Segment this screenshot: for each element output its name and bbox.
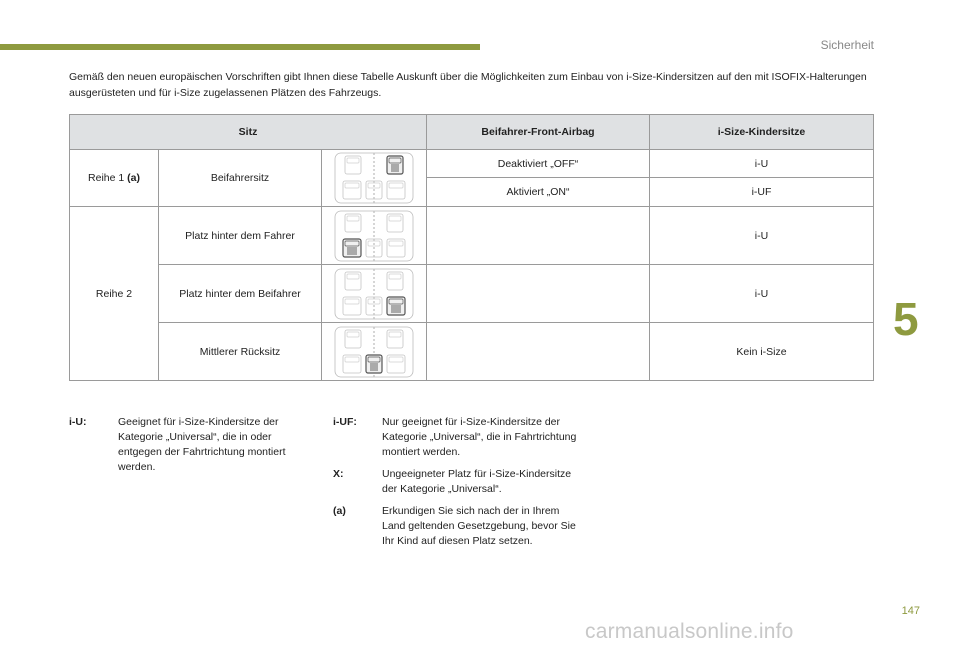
legend-key: i-U: [69, 416, 87, 428]
isize-cell: Kein i-Size [650, 323, 874, 381]
seat [343, 181, 361, 199]
legend-item-iu [69, 415, 309, 475]
legend-text: Erkundigen Sie sich nach der in Ihrem Land geltenden Gesetzgebung, bevor Sie Ihr Kind auf diesen Platz setzen. [382, 505, 576, 547]
seat [343, 355, 361, 373]
isize-cell: i-U [650, 207, 874, 265]
seat [345, 330, 361, 348]
airbag-empty-cell [427, 207, 650, 265]
isize-cell: i-U [650, 265, 874, 323]
highlighted-seat [387, 156, 403, 174]
table-row [70, 323, 874, 381]
legend-text: Geeignet für i-Size-Kindersitze der Kategorie „Universal“, die in oder entgegen der Fahrtrichtung montiert werden. [118, 416, 286, 473]
table-row [70, 207, 874, 265]
isize-cell: i-UF [650, 178, 874, 207]
legend-item-x [333, 467, 583, 497]
seat-name: Mittlerer Rücksitz [159, 323, 322, 381]
header-seat: Sitz [70, 115, 427, 150]
seat-name: Beifahrersitz [159, 150, 322, 207]
row-label-reihe2: Reihe 2 [70, 207, 159, 381]
seat-name: Platz hinter dem Fahrer [159, 207, 322, 265]
isize-table [69, 114, 874, 381]
row-label-reihe1: Reihe 1 (a) [70, 150, 159, 207]
top-accent-bar [0, 44, 480, 50]
page-number: 147 [901, 605, 920, 617]
car-seat-diagram-icon [331, 326, 417, 378]
header-airbag: Beifahrer-Front-Airbag [427, 115, 650, 150]
legend-text: Ungeeigneter Platz für i-Size-Kindersitze der Kategorie „Universal“. [382, 468, 572, 495]
table-header-row [70, 115, 874, 150]
legend-item-iuf [333, 415, 583, 460]
legend-key: X: [333, 468, 344, 480]
legend-text: Nur geeignet für i-Size-Kindersitze der Kategorie „Universal“, die in Fahrtrichtung montiert werden. [382, 416, 577, 458]
airbag-empty-cell [427, 323, 650, 381]
airbag-off-cell: Deaktiviert „OFF“ [427, 150, 650, 178]
highlighted-seat [366, 355, 382, 373]
legend-item-a [333, 504, 583, 549]
seat [345, 214, 361, 232]
legend-key: (a) [333, 505, 346, 517]
intro-paragraph: Gemäß den neuen europäischen Vorschriften gibt Ihnen diese Tabelle Auskunft über die Möglichkeiten zum Einbau von i-Size-Kindersitzen auf den mit ISOFIX-Halterungen ausgerüsteten und für i-Size zugelassenen Plätzen des Fahrzeugs. [69, 71, 867, 99]
seat-name: Platz hinter dem Beifahrer [159, 265, 322, 323]
seat-diagram-rear-behind-passenger [322, 265, 427, 323]
legend-key: i-UF: [333, 416, 357, 428]
chapter-number: 5 [893, 293, 919, 345]
seat [343, 297, 361, 315]
seat [387, 330, 403, 348]
seat [345, 156, 361, 174]
seat [387, 214, 403, 232]
airbag-on-cell: Aktiviert „ON“ [427, 178, 650, 207]
seat [387, 181, 405, 199]
seat [387, 272, 403, 290]
highlighted-seat [387, 297, 405, 315]
car-seat-diagram-icon [331, 268, 417, 320]
seat-diagram-front-passenger [322, 150, 427, 207]
highlighted-seat [343, 239, 361, 257]
table-row [70, 150, 874, 178]
seat-diagram-rear-behind-driver [322, 207, 427, 265]
header-isize: i-Size-Kindersitze [650, 115, 874, 150]
seat [345, 272, 361, 290]
seat [387, 355, 405, 373]
car-seat-diagram-icon [331, 152, 417, 204]
car-seat-diagram-icon [331, 210, 417, 262]
watermark: carmanualsonline.info [585, 620, 794, 643]
section-title: Sicherheit [820, 38, 874, 52]
seat [387, 239, 405, 257]
isize-cell: i-U [650, 150, 874, 178]
seat-diagram-rear-middle [322, 323, 427, 381]
table-row [70, 265, 874, 323]
airbag-empty-cell [427, 265, 650, 323]
